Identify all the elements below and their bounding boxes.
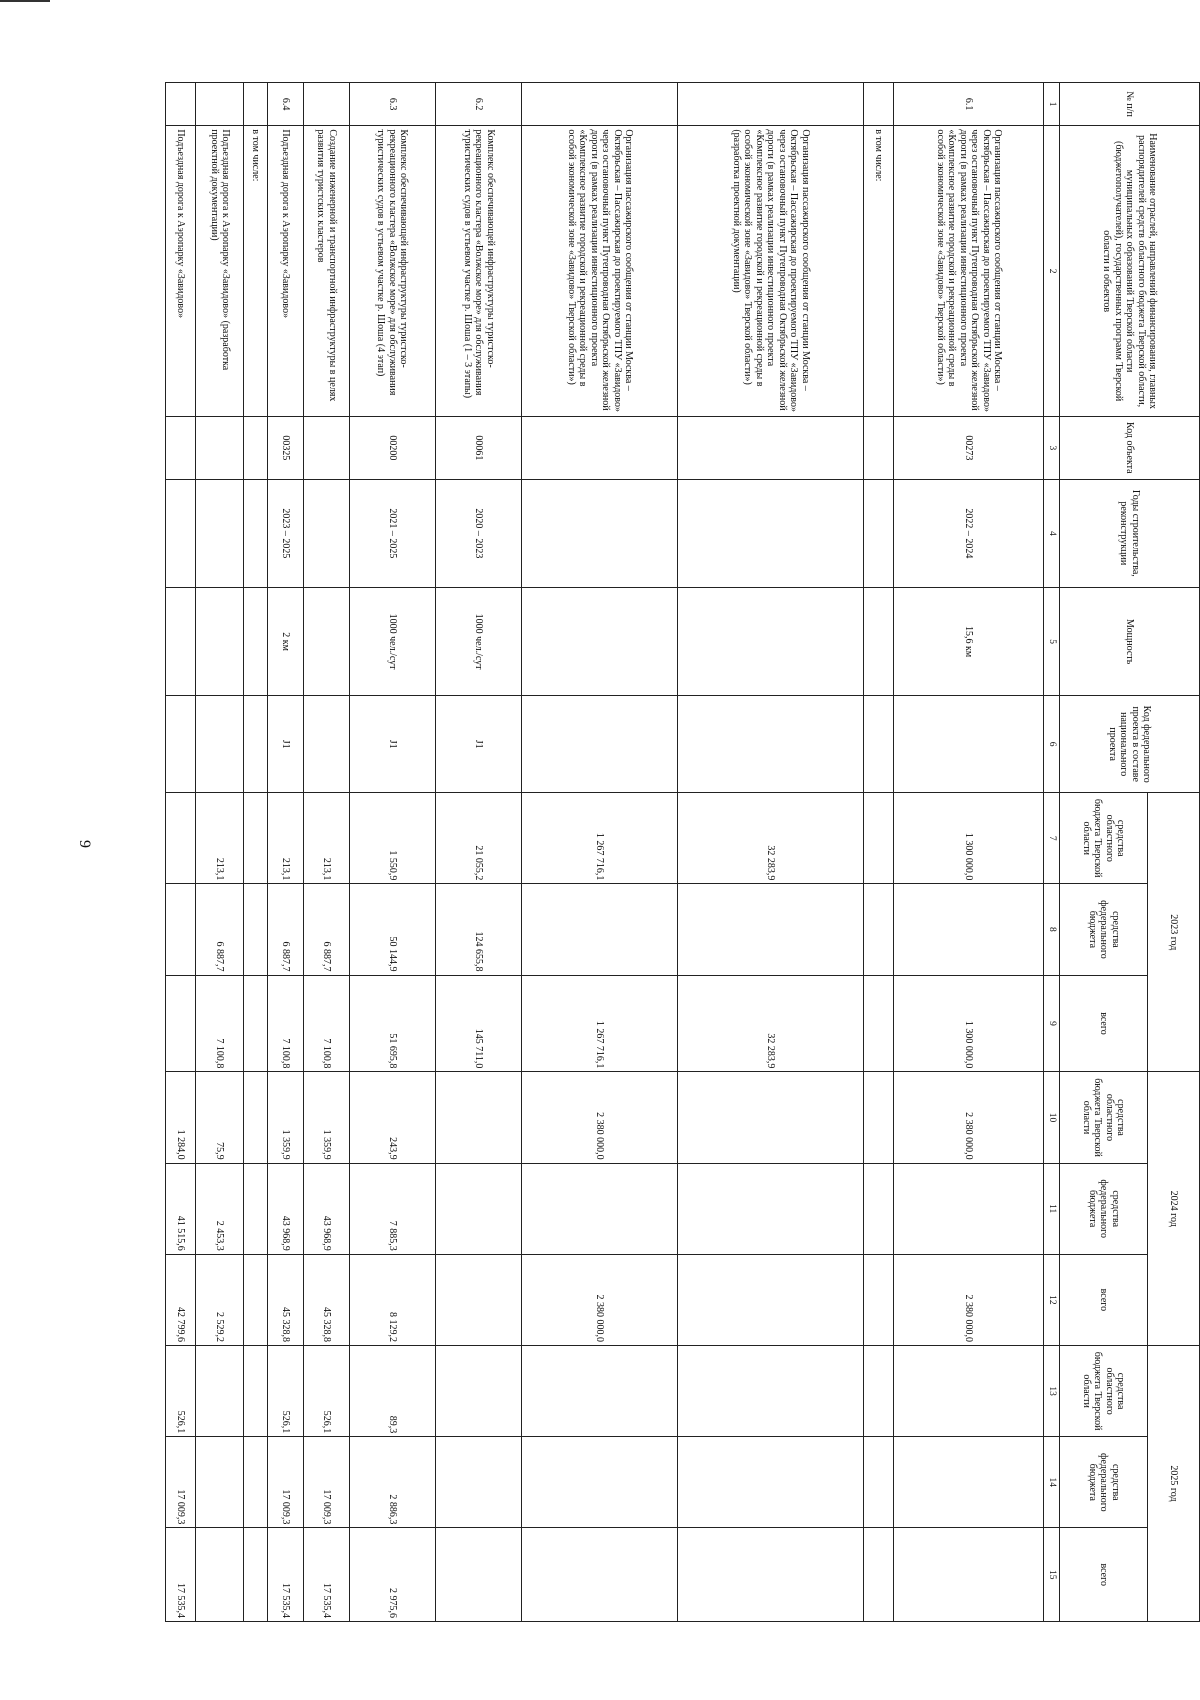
row-fed-code [244,696,268,793]
row-years: 2020 – 2023 [435,479,521,587]
value-2025-total: 17 535,4 [303,1528,349,1622]
value-2025-total [894,1528,1044,1622]
row-years: 2022 – 2024 [894,479,1044,587]
header-regional: средства областного бюджета Тверской области [1060,793,1148,884]
row-capacity [522,587,678,695]
value-2025-total [522,1528,678,1622]
row-fed-code: J1 [268,696,304,793]
value-2024-federal [244,1163,268,1254]
table-row [435,83,521,1622]
value-2025-federal: 17 009,3 [303,1437,349,1528]
value-2024-federal: 41 515,6 [166,1163,196,1254]
table-row [522,83,678,1622]
column-number-cell: 6 [1044,696,1060,793]
value-2024-regional: 1 284,0 [166,1072,196,1163]
row-name: Организация пассажирского сообщения от станции Москва – Октябрьская – Пассажирская до проектируемого ТПУ «Завидово» через остановочный пункт Путепроводная Октябрьской железной дороги (в рамках реализации инвестиционного проекта «Комплексное развитие городской и рекреационной среды в особой экономической зоне «Завидово» Тверской области») [894,126,1044,417]
value-2023-total: 145 711,0 [435,975,521,1072]
scan-edge-mark [0,0,50,2]
row-capacity: 1000 чел./сут [435,587,521,695]
value-2023-federal: 6 887,7 [303,884,349,975]
value-2023-federal: 50 144,9 [349,884,435,975]
value-2023-regional: 213,1 [303,793,349,884]
value-2025-regional [678,1346,864,1437]
column-number-cell: 13 [1044,1346,1060,1437]
value-2023-regional: 1 300 000,0 [894,793,1044,884]
row-years [864,479,894,587]
value-2024-federal: 7 885,3 [349,1163,435,1254]
header-regional: средства областного бюджета Тверской области [1060,1072,1148,1163]
value-2024-total [244,1254,268,1345]
row-capacity: 2 км [268,587,304,695]
row-capacity [864,587,894,695]
row-fed-code: J1 [435,696,521,793]
value-2023-regional [244,793,268,884]
value-2025-federal: 17 009,3 [268,1437,304,1528]
value-2025-total [244,1528,268,1622]
row-years [196,479,244,587]
value-2023-total: 32 283,9 [678,975,864,1072]
value-2025-federal: 17 009,3 [166,1437,196,1528]
row-name: Комплекс обеспечивающей инфраструктуры туристско-рекреационного кластера «Волжское море» для обслуживания туристических судов в устьевом участке р. Шоша (1 – 3 этапы) [435,126,521,417]
row-years [678,479,864,587]
header-total: всего [1060,1254,1148,1345]
row-name: Комплекс обеспечивающей инфраструктуры туристско-рекреационного кластера «Волжское море» для обслуживания туристических судов в устьевом участке р. Шоша (4 этап) [349,126,435,417]
row-fed-code [303,696,349,793]
row-fed-code [864,696,894,793]
value-2023-total [166,975,196,1072]
value-2025-federal [244,1437,268,1528]
header-code: Код объекта [1060,416,1200,479]
row-num: 6.3 [349,83,435,126]
value-2023-total: 51 695,8 [349,975,435,1072]
value-2023-regional: 213,1 [196,793,244,884]
value-2025-federal: 2 886,3 [349,1437,435,1528]
value-2025-regional: 526,1 [303,1346,349,1437]
column-number-cell: 1 [1044,83,1060,126]
value-2023-total: 7 100,8 [268,975,304,1072]
value-2025-total [435,1528,521,1622]
value-2023-regional: 1 550,9 [349,793,435,884]
value-2023-total: 7 100,8 [303,975,349,1072]
row-code [522,416,678,479]
budget-table [165,82,1200,1622]
value-2025-total [678,1528,864,1622]
row-fed-code [894,696,1044,793]
value-2025-regional: 89,3 [349,1346,435,1437]
value-2023-total: 1 267 716,1 [522,975,678,1072]
header-federal: средства федерального бюджета [1060,1163,1148,1254]
row-num [196,83,244,126]
row-capacity [166,587,196,695]
value-2024-federal [522,1163,678,1254]
value-2023-regional: 1 267 716,1 [522,793,678,884]
value-2024-federal: 43 968,9 [268,1163,304,1254]
header-federal: средства федерального бюджета [1060,1437,1148,1528]
value-2025-federal [864,1437,894,1528]
column-number-cell: 11 [1044,1163,1060,1254]
column-number-cell: 10 [1044,1072,1060,1163]
row-code [166,416,196,479]
value-2025-federal [678,1437,864,1528]
row-code [864,416,894,479]
header-total: всего [1060,975,1148,1072]
value-2024-federal [678,1163,864,1254]
row-num [864,83,894,126]
value-2023-total [244,975,268,1072]
value-2025-federal [522,1437,678,1528]
header-total: всего [1060,1528,1148,1622]
row-capacity [244,587,268,695]
row-code: 00273 [894,416,1044,479]
row-num [244,83,268,126]
row-name: Организация пассажирского сообщения от станции Москва – Октябрьская – Пассажирская до проектируемого ТПУ «Завидово» через остановочный пункт Путепроводная Октябрьской железной дороги (в рамках реализации инвестиционного проекта «Комплексное развитие городской и рекреационной среды в особой экономической зоне «Завидово» Тверской области») [522,126,678,417]
table-row [894,83,1044,1622]
value-2023-federal [522,884,678,975]
value-2024-total: 45 328,8 [303,1254,349,1345]
value-2024-regional [244,1072,268,1163]
page-number: 9 [76,840,93,848]
value-2023-regional: 32 283,9 [678,793,864,884]
value-2025-total [196,1528,244,1622]
row-code [678,416,864,479]
row-fed-code [522,696,678,793]
column-number-cell: 4 [1044,479,1060,587]
value-2023-federal [864,884,894,975]
value-2025-regional [196,1346,244,1437]
value-2025-federal [435,1437,521,1528]
header-year-2023: 2023 год [1148,793,1200,1072]
value-2025-total: 2 975,6 [349,1528,435,1622]
header-num: № п/п [1060,83,1200,126]
table-row [349,83,435,1622]
value-2023-regional: 21 055,2 [435,793,521,884]
value-2024-federal [864,1163,894,1254]
table-row [864,83,894,1622]
value-2024-total: 2 380 000,0 [894,1254,1044,1345]
value-2025-regional [244,1346,268,1437]
header-year-2025: 2025 год [1148,1346,1200,1622]
value-2025-total [864,1528,894,1622]
value-2023-total: 7 100,8 [196,975,244,1072]
value-2024-federal [435,1163,521,1254]
row-num [303,83,349,126]
column-number-cell: 2 [1044,126,1060,417]
row-code [244,416,268,479]
value-2023-federal: 124 655,8 [435,884,521,975]
value-2023-regional: 213,1 [268,793,304,884]
value-2023-federal [244,884,268,975]
value-2024-total [435,1254,521,1345]
value-2024-regional: 2 380 000,0 [522,1072,678,1163]
table-row [166,83,196,1622]
header-regional: средства областного бюджета Тверской области [1060,1346,1148,1437]
row-num: 6.4 [268,83,304,126]
row-code: 00200 [349,416,435,479]
value-2023-federal [894,884,1044,975]
header-year-2024: 2024 год [1148,1072,1200,1346]
column-number-cell: 14 [1044,1437,1060,1528]
column-numbers-row [1044,83,1060,1622]
row-capacity: 15,6 км [894,587,1044,695]
row-capacity [678,587,864,695]
value-2024-total: 42 799,6 [166,1254,196,1345]
value-2023-regional [166,793,196,884]
row-years [522,479,678,587]
row-code: 00061 [435,416,521,479]
value-2024-total: 2 529,2 [196,1254,244,1345]
row-years [166,479,196,587]
value-2024-regional: 2 380 000,0 [894,1072,1044,1163]
value-2024-regional: 75,9 [196,1072,244,1163]
row-capacity [303,587,349,695]
header-capacity: Мощность [1060,587,1200,695]
row-code: 00325 [268,416,304,479]
column-number-cell: 12 [1044,1254,1060,1345]
row-years: 2023 – 2025 [268,479,304,587]
row-capacity [196,587,244,695]
row-code [196,416,244,479]
value-2024-total: 8 129,2 [349,1254,435,1345]
value-2024-regional [678,1072,864,1163]
row-years: 2021 – 2025 [349,479,435,587]
value-2023-total [864,975,894,1072]
value-2023-regional [864,793,894,884]
row-num: 6.2 [435,83,521,126]
value-2025-federal [196,1437,244,1528]
value-2024-regional: 243,9 [349,1072,435,1163]
row-name: Подъездная дорога к Аэропарку «Завидово» (разработка проектной документации) [196,126,244,417]
value-2023-federal: 6 887,7 [196,884,244,975]
value-2024-regional [435,1072,521,1163]
table-row [303,83,349,1622]
value-2023-total: 1 300 000,0 [894,975,1044,1072]
column-number-cell: 7 [1044,793,1060,884]
header-years: Годы строительства, реконструкции [1060,479,1200,587]
row-num [166,83,196,126]
column-number-cell: 9 [1044,975,1060,1072]
row-years [303,479,349,587]
value-2025-regional: 526,1 [166,1346,196,1437]
value-2024-regional: 1 359,9 [303,1072,349,1163]
row-num: 6.1 [894,83,1044,126]
value-2024-total: 2 380 000,0 [522,1254,678,1345]
column-number-cell: 5 [1044,587,1060,695]
value-2023-federal [166,884,196,975]
value-2023-federal [678,884,864,975]
row-years [244,479,268,587]
value-2025-regional [864,1346,894,1437]
value-2024-federal [894,1163,1044,1254]
value-2024-total: 45 328,8 [268,1254,304,1345]
row-fed-code: J1 [349,696,435,793]
value-2025-total: 17 535,4 [268,1528,304,1622]
value-2024-total [864,1254,894,1345]
value-2024-federal: 2 453,3 [196,1163,244,1254]
row-capacity: 1000 чел./сут [349,587,435,695]
value-2025-regional [435,1346,521,1437]
value-2025-federal [894,1437,1044,1528]
row-fed-code [196,696,244,793]
header-fed-code: Код федерального проекта в составе национального проекта [1060,696,1200,793]
row-num [522,83,678,126]
value-2024-federal: 43 968,9 [303,1163,349,1254]
row-name: в том числе: [864,126,894,417]
header-name: Наименование отраслей, направлений финансирования, главных распорядителей средств областного бюджета Тверской области, муниципальных образований Тверской области (бюджетополучателей), государственных программ Тверской области и объектов [1060,126,1200,417]
row-fed-code [678,696,864,793]
row-num [678,83,864,126]
column-number-cell: 15 [1044,1528,1060,1622]
value-2024-regional [864,1072,894,1163]
value-2023-federal: 6 887,7 [268,884,304,975]
table-row [268,83,304,1622]
column-number-cell: 3 [1044,416,1060,479]
row-name: Подъездная дорога к Аэропарку «Завидово» [166,126,196,417]
row-code [303,416,349,479]
budget-table-rotated [165,82,1200,1622]
row-name: Подъездная дорога к Аэропарку «Завидово» [268,126,304,417]
row-fed-code [166,696,196,793]
value-2024-regional: 1 359,9 [268,1072,304,1163]
table-row [244,83,268,1622]
value-2025-total: 17 535,4 [166,1528,196,1622]
header-federal: средства федерального бюджета [1060,884,1148,975]
value-2025-regional [522,1346,678,1437]
column-number-cell: 8 [1044,884,1060,975]
value-2025-regional: 526,1 [268,1346,304,1437]
table-row [196,83,244,1622]
row-name: Организация пассажирского сообщения от станции Москва – Октябрьская – Пассажирская до проектируемого ТПУ «Завидово» через остановочный пункт Путепроводная Октябрьской железной дороги (в рамках реализации инвестиционного проекта «Комплексное развитие городской и рекреационной среды в особой экономической зоне «Завидово» Тверской области») (разработка проектной документации) [678,126,864,417]
row-name: Создание инженерной и транспортной инфраструктуры в целях развития туристских кластеров [303,126,349,417]
row-name: в том числе: [244,126,268,417]
table-row [678,83,864,1622]
value-2024-total [678,1254,864,1345]
value-2025-regional [894,1346,1044,1437]
